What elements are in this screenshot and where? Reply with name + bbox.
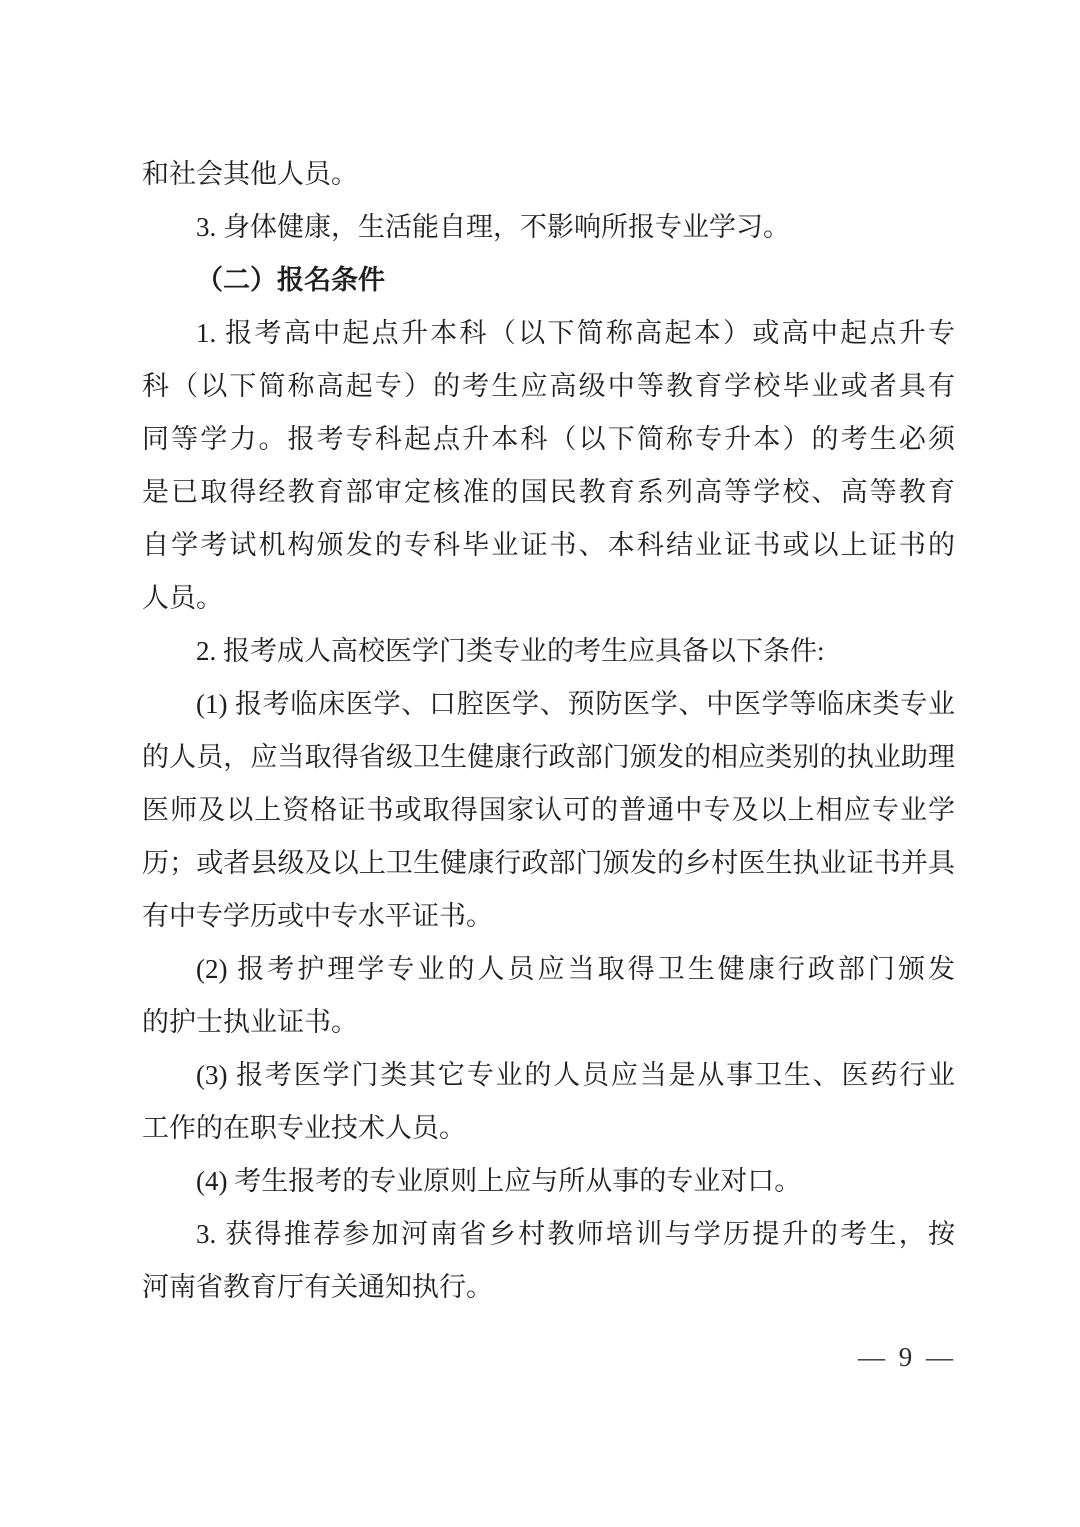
text-line: 2. 报考成人高校医学门类专业的考生应具备以下条件: <box>196 636 825 666</box>
text-line: 河南省教育厅有关通知执行。 <box>142 1272 493 1302</box>
text-line: 同等学力。报考专科起点升本科（以下简称专升本）的考生必须 <box>142 424 955 454</box>
text-line: 1. 报考高中起点升本科（以下简称高起本）或高中起点升专 <box>196 318 955 348</box>
text-line: 的人员，应当取得省级卫生健康行政部门颁发的相应类别的执业助理 <box>142 742 955 772</box>
text-line: 自学考试机构颁发的专科毕业证书、本科结业证书或以上证书的 <box>142 530 955 560</box>
text-line: 医师及以上资格证书或取得国家认可的普通中专及以上相应专业学 <box>142 795 955 825</box>
text-line: 是已取得经教育部审定核准的国民教育系列高等学校、高等教育 <box>142 477 955 507</box>
text-line: (1) 报考临床医学、口腔医学、预防医学、中医学等临床类专业 <box>196 689 955 719</box>
text-line: 3. 获得推荐参加河南省乡村教师培训与学历提升的考生，按 <box>196 1219 955 1249</box>
text-line: 历；或者县级及以上卫生健康行政部门颁发的乡村医生执业证书并具 <box>142 848 955 878</box>
text-line: 的护士执业证书。 <box>142 1007 358 1037</box>
text-line: 3. 身体健康，生活能自理，不影响所报专业学习。 <box>196 212 790 242</box>
page-number: — 9 — <box>858 1342 953 1372</box>
section-heading: （二）报名条件 <box>196 265 385 295</box>
text-line: (3) 报考医学门类其它专业的人员应当是从事卫生、医药行业 <box>196 1060 955 1090</box>
text-line: 和社会其他人员。 <box>142 159 358 189</box>
text-line: (2) 报考护理学专业的人员应当取得卫生健康行政部门颁发 <box>196 954 955 984</box>
text-line: 科（以下简称高起专）的考生应高级中等教育学校毕业或者具有 <box>142 371 955 401</box>
text-line: 有中专学历或中专水平证书。 <box>142 901 493 931</box>
document-body <box>142 148 955 1314</box>
text-line: 人员。 <box>142 583 223 613</box>
text-line: 工作的在职专业技术人员。 <box>142 1113 466 1143</box>
text-line: (4) 考生报考的专业原则上应与所从事的专业对口。 <box>196 1166 802 1196</box>
